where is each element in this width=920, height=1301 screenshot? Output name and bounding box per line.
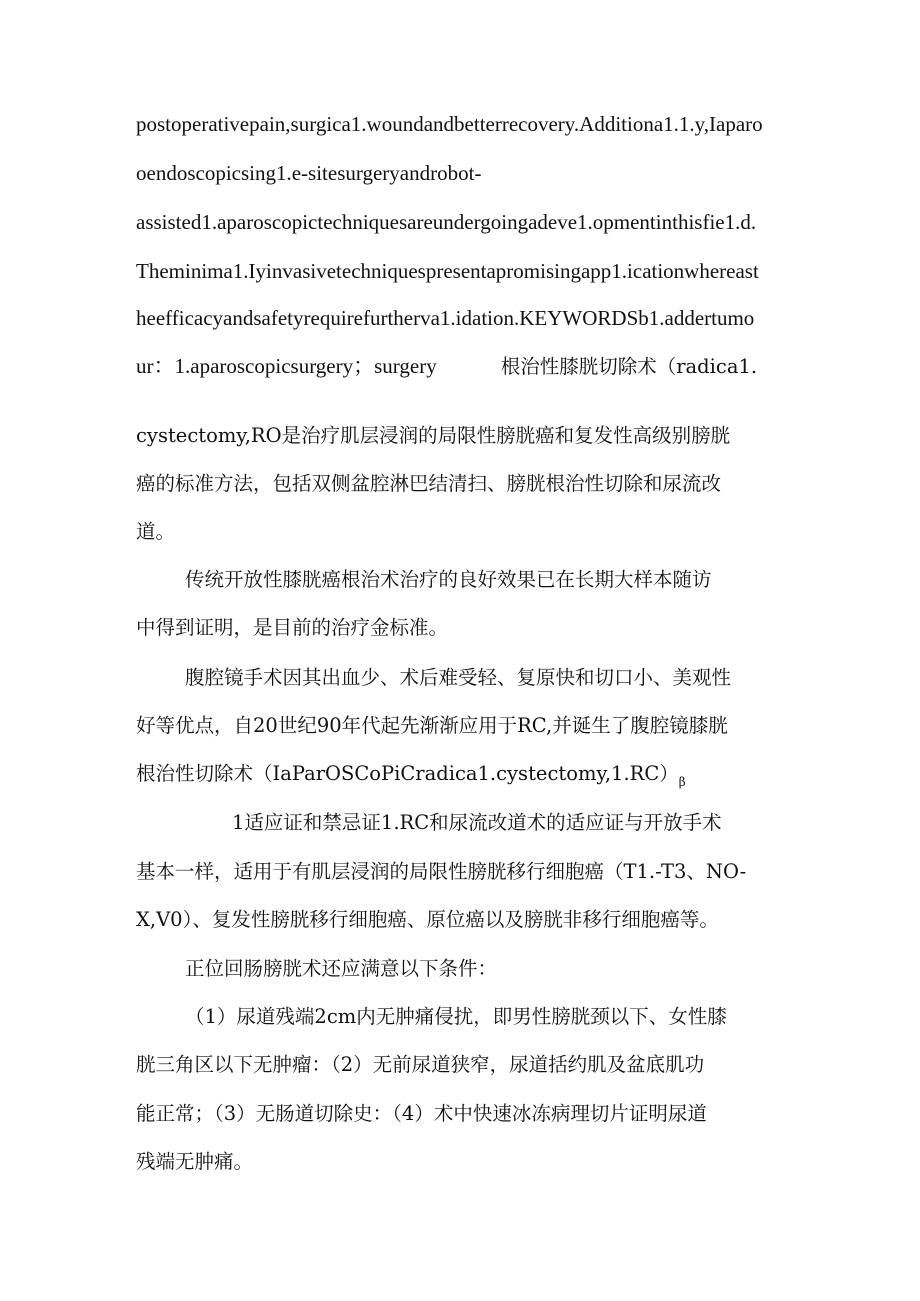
section-heading-line: 1适应证和禁忌证1.RC和尿流改道术的适应证与开放手术 xyxy=(232,811,722,834)
keywords-line xyxy=(136,354,757,379)
paragraph-line: 正位回肠膀胱术还应满意以下条件： xyxy=(185,957,498,980)
paragraph-text: 根治性切除术（IaParOSCoPiCradica1.cystectomy,1.RC） xyxy=(136,762,679,785)
paragraph-line: 能正常；（3）无肠道切除史：（4）术中快速冰冻病理切片证明尿道 xyxy=(136,1102,707,1125)
paragraph-line: X,V0）、复发性膀胱移行细胞癌、原位癌以及膀胱非移行细胞癌等。 xyxy=(136,908,719,931)
abstract-line: assisted1.aparoscopictechniquesareundergoingadeve1.opmentinthisfie1.d. xyxy=(136,210,757,234)
paragraph-line: cystectomy,RO是治疗肌层浸润的局限性膀胱癌和复发性高级别膀胱 xyxy=(136,424,731,447)
paragraph-line: （1）尿道残端2cm内无肿痛侵扰，即男性膀胱颈以下、女性膝 xyxy=(185,1005,727,1028)
paragraph-line: 腹腔镜手术因其出血少、术后难受轻、复原快和切口小、美观性 xyxy=(185,666,732,689)
paragraph-line: 胱三角区以下无肿瘤：（2）无前尿道狭窄，尿道括约肌及盆底肌功 xyxy=(136,1053,705,1076)
paragraph-line: 道。 xyxy=(136,520,176,543)
paragraph-line: 基本一样，适用于有肌层浸润的局限性膀胱移行细胞癌（T1.-T3、NO- xyxy=(136,860,747,883)
paragraph-line: 残端无肿痛。 xyxy=(136,1150,254,1173)
paragraph-line: 中得到证明，是目前的治疗金标准。 xyxy=(136,616,449,639)
abstract-line: Theminima1.Iyinvasivetechniquespresentapromisingapp1.icationwhereast xyxy=(136,259,759,283)
abstract-line: heefficacyandsafetyrequirefurtherva1.idation.KEYWORDSb1.addertumo xyxy=(136,306,755,330)
keywords-text: ur：1.aparoscopicsurgery；surgery xyxy=(136,354,437,378)
abstract-line: postoperativepain,surgica1.woundandbetterrecovery.Additiona1.1.y,Iaparo xyxy=(136,112,763,136)
paragraph-line: 传统开放性膝胱癌根治术治疗的良好效果已在长期大样本随访 xyxy=(185,568,712,591)
subscript-mark: β xyxy=(678,775,686,789)
abstract-line: oendoscopicsing1.e-sitesurgeryandrobot- xyxy=(136,161,482,185)
paragraph-line: 好等优点，自20世纪90年代起先渐渐应用于RC,并诞生了腹腔镜膝胱 xyxy=(136,714,728,737)
paragraph-line xyxy=(136,762,686,794)
paragraph-line: 癌的标准方法，包括双侧盆腔淋巴结清扫、膀胱根治性切除和尿流改 xyxy=(136,472,722,495)
keywords-continuation: 根治性膝胱切除术（radica1. xyxy=(500,355,758,378)
